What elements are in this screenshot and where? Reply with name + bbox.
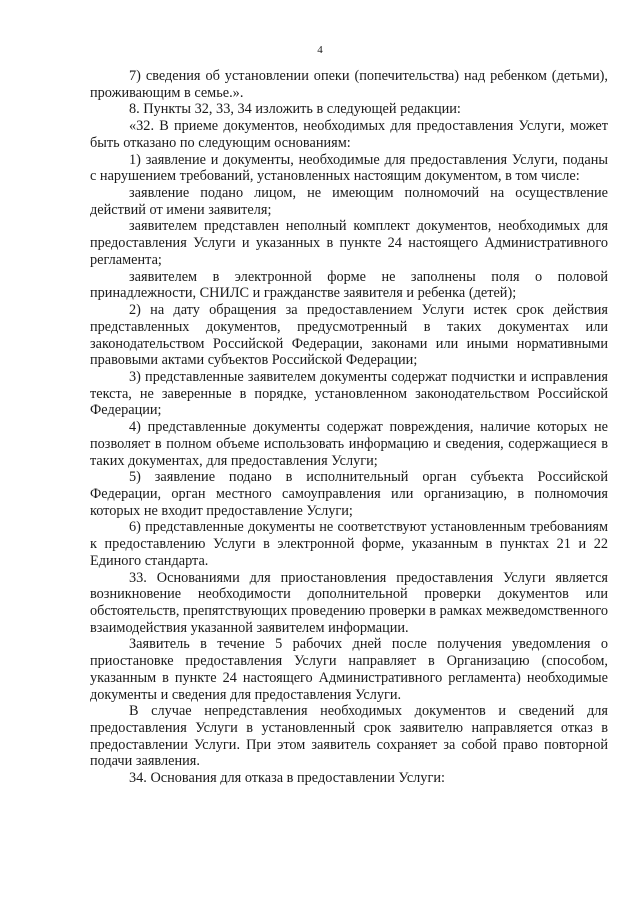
paragraph: 34. Основания для отказа в предоставлении Услуги:: [129, 770, 445, 787]
paragraph: 7) сведения об установлении опеки (попечительства) над ребенком (детьми), проживающим в семье.».: [90, 68, 608, 101]
document-body: [90, 68, 608, 787]
paragraph: «32. В приеме документов, необходимых для предоставления Услуги, может быть отказано по следующим основаниям:: [90, 118, 608, 151]
paragraph: заявителем в электронной форме не заполнены поля о половой принадлежности, СНИЛС и гражданстве заявителя и ребенка (детей);: [90, 268, 608, 302]
page-number: 4: [317, 44, 323, 56]
paragraph: заявителем представлен неполный комплект документов, необходимых для предоставления Услуги и указанных в пункте 24 настоящего Административного регламента;: [90, 218, 608, 268]
paragraph: Заявитель в течение 5 рабочих дней после получения уведомления о приостановке предоставления Услуги направляет в Организацию (способом, указанным в пункте 24 настоящего Административного регламента) необходимые документы и сведения для предоставления Услуги.: [90, 636, 608, 703]
paragraph: 3) представленные заявителем документы содержат подчистки и исправления текста, не заверенные в порядке, установленном законодательством Российской Федерации;: [90, 368, 608, 419]
paragraph: В случае непредставления необходимых документов и сведений для предоставления Услуги в установленный срок заявителю направляется отказ в предоставлении Услуги. При этом заявитель сохраняет за собой право повторной подачи заявления.: [90, 703, 608, 770]
paragraph: 1) заявление и документы, необходимые для предоставления Услуги, поданы с нарушением требований, установленных настоящим документом, в том числе:: [90, 151, 608, 185]
paragraph: 33. Основаниями для приостановления предоставления Услуги является возникновение необходимости дополнительной проверки документов или обстоятельств, препятствующих проведению проверки в рамках межведомственного взаимодействия указанной заявителем информации.: [90, 569, 608, 636]
paragraph: 2) на дату обращения за предоставлением Услуги истек срок действия представленных документов, предусмотренный в таких документах или законодательством Российской Федерации, законами или иными нормативными правовыми актами субъектов Российской Федерации;: [90, 302, 608, 369]
paragraph: 8. Пункты 32, 33, 34 изложить в следующей редакции:: [129, 101, 461, 118]
paragraph: 4) представленные документы содержат повреждения, наличие которых не позволяет в полном объеме использовать информацию и сведения, содержащиеся в таких документах, для предоставления Услуги;: [90, 419, 608, 469]
paragraph: 6) представленные документы не соответствуют установленным требованиям к предоставлению Услуги в электронной форме, указанным в пунктах 21 и 22 Единого стандарта.: [90, 519, 608, 569]
paragraph: заявление подано лицом, не имеющим полномочий на осуществление действий от имени заявителя;: [90, 185, 608, 218]
paragraph: 5) заявление подано в исполнительный орган субъекта Российской Федерации, орган местного самоуправления или организацию, в полномочия которых не входит предоставление Услуги;: [90, 469, 608, 519]
